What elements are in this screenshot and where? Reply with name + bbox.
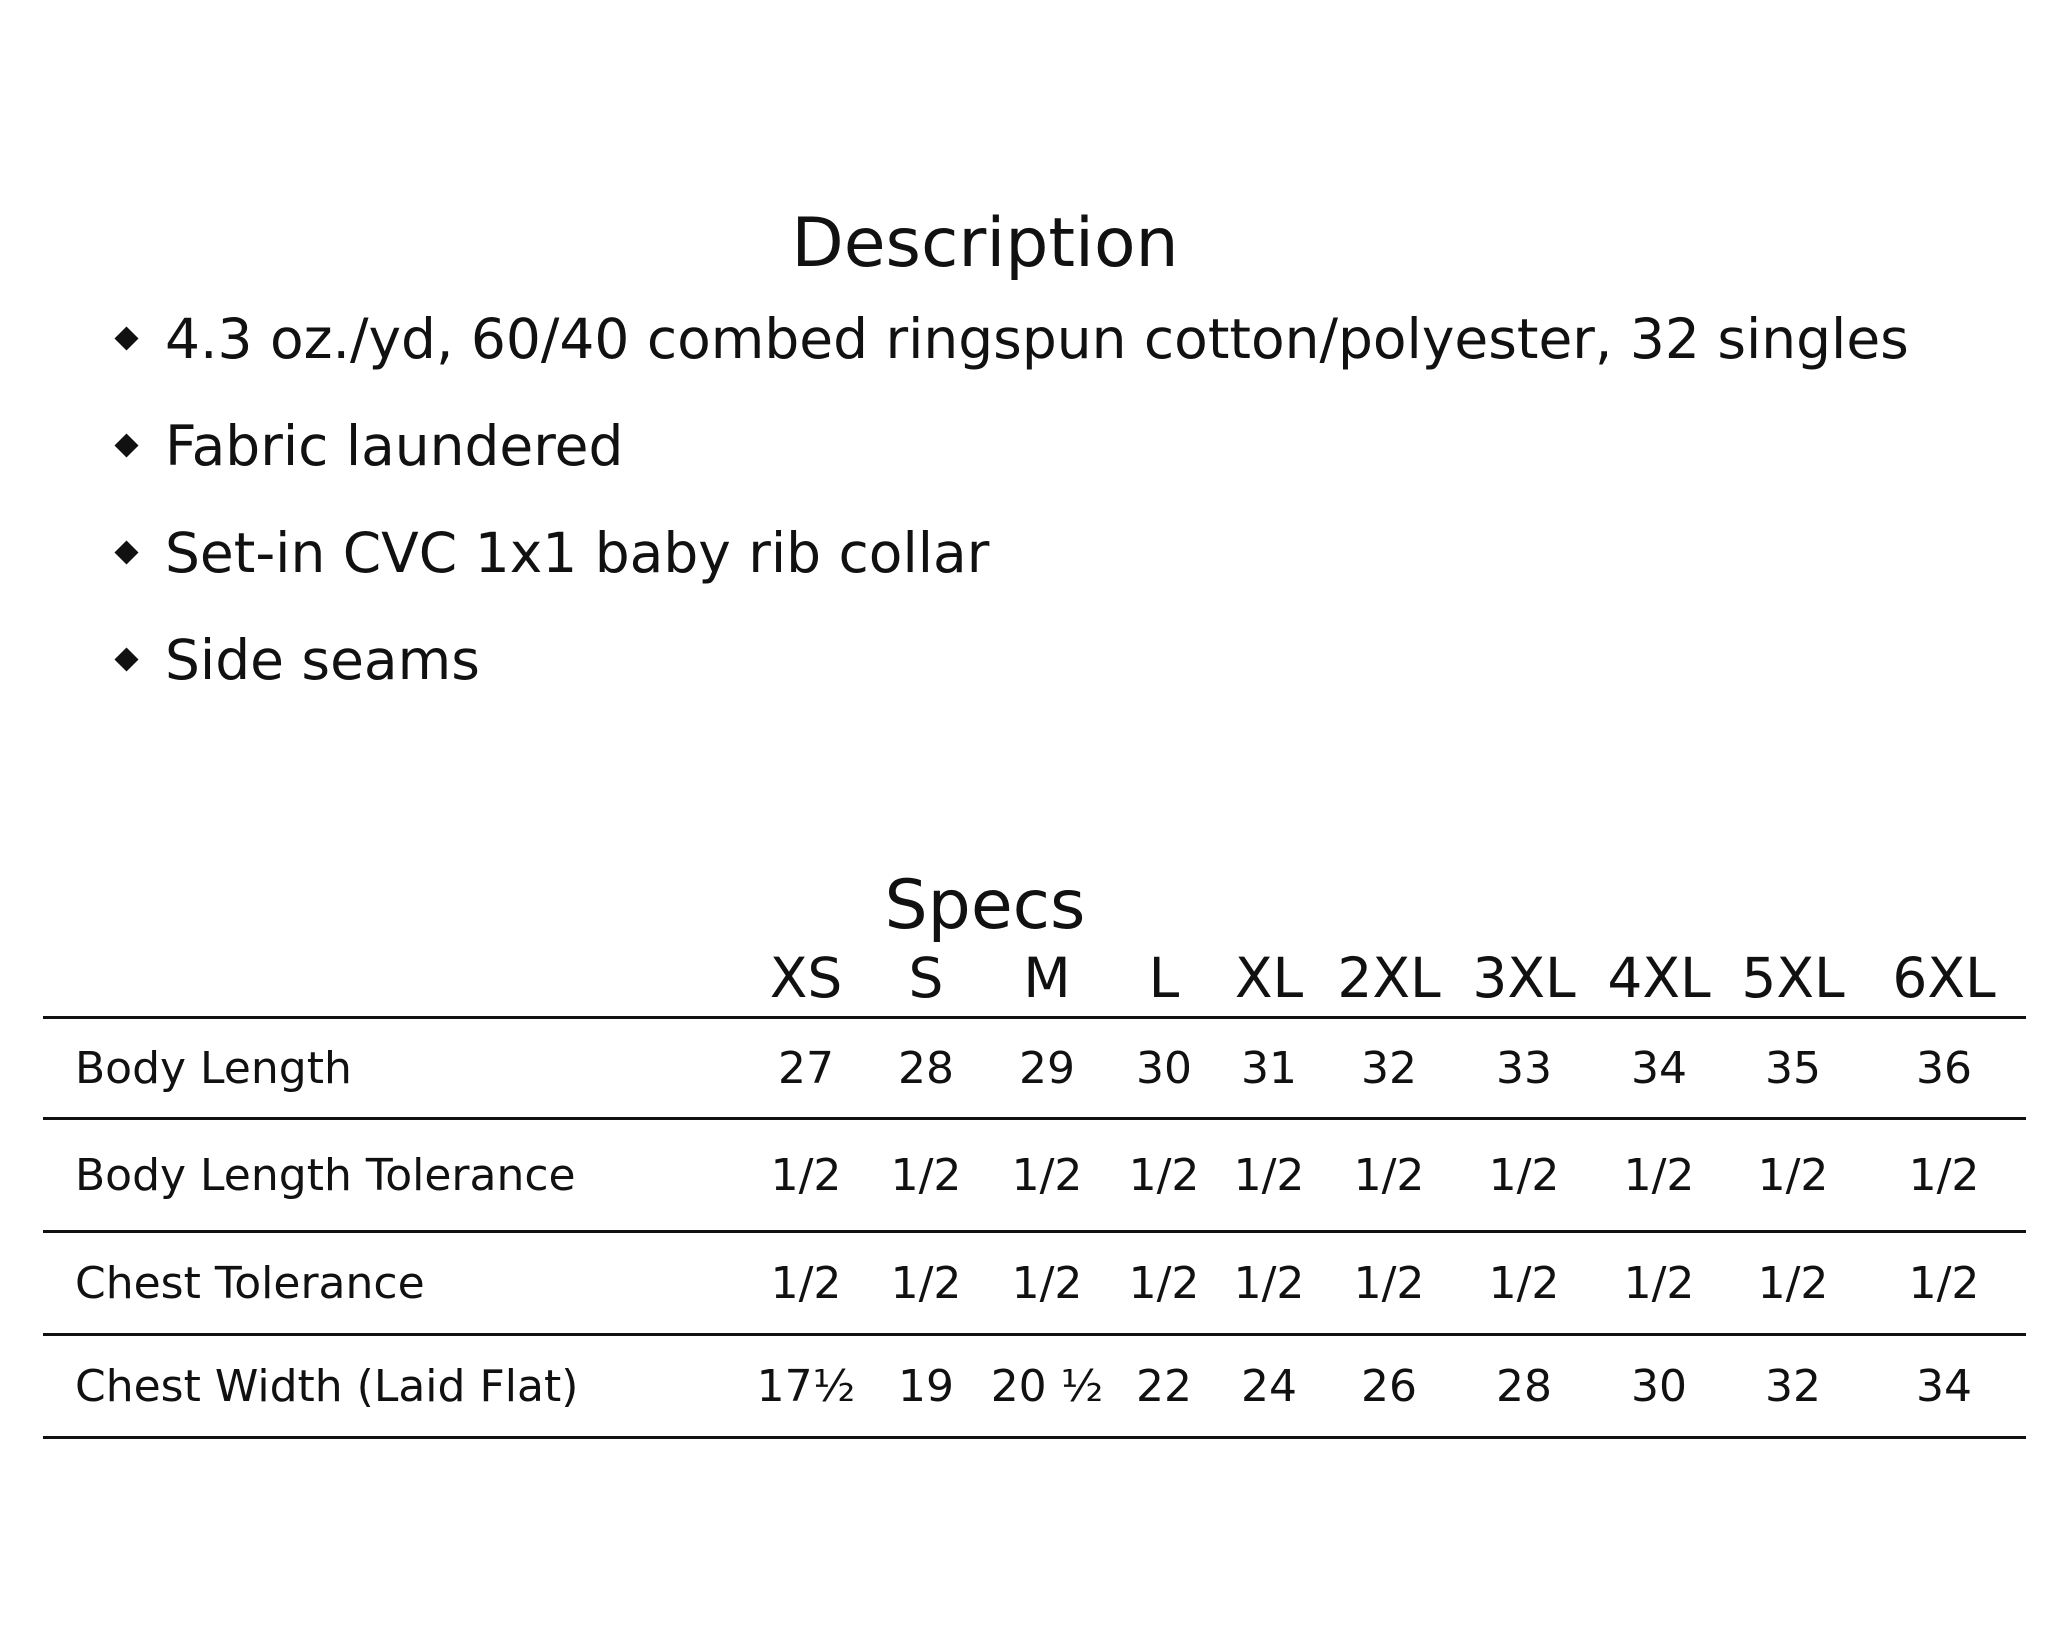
table-cell: 1/2 bbox=[1724, 1232, 1862, 1335]
size-header: XL bbox=[1234, 946, 1304, 1010]
table-cell: 1/2 bbox=[1594, 1232, 1724, 1335]
table-cell: 1/2 bbox=[872, 1232, 980, 1335]
description-item-text: Side seams bbox=[165, 627, 480, 692]
row-label: Body Length bbox=[43, 1018, 740, 1119]
table-cell: 1/2 bbox=[1862, 1119, 2026, 1232]
table-cell: 32 bbox=[1324, 1018, 1454, 1119]
description-item bbox=[118, 606, 1909, 713]
size-header: XS bbox=[769, 946, 843, 1010]
table-cell: 28 bbox=[1454, 1335, 1594, 1438]
diamond-bullet-icon bbox=[114, 433, 138, 457]
table-cell: 1/2 bbox=[1114, 1232, 1214, 1335]
row-label: Body Length Tolerance bbox=[43, 1119, 740, 1232]
diamond-bullet-icon bbox=[114, 540, 138, 564]
table-cell: 22 bbox=[1114, 1335, 1214, 1438]
table-cell: 19 bbox=[872, 1335, 980, 1438]
table-row bbox=[43, 1232, 2026, 1335]
size-header: 5XL bbox=[1741, 946, 1845, 1010]
table-cell: 34 bbox=[1862, 1335, 2026, 1438]
table-cell: 1/2 bbox=[1862, 1232, 2026, 1335]
table-row bbox=[43, 1119, 2026, 1232]
size-header: 4XL bbox=[1607, 946, 1711, 1010]
table-cell: 30 bbox=[1114, 1018, 1214, 1119]
row-label: Chest Width (Laid Flat) bbox=[43, 1335, 740, 1438]
table-cell: 1/2 bbox=[1454, 1232, 1594, 1335]
table-cell: 32 bbox=[1724, 1335, 1862, 1438]
table-cell: 35 bbox=[1724, 1018, 1862, 1119]
table-cell: 1/2 bbox=[1324, 1232, 1454, 1335]
size-header: 6XL bbox=[1892, 946, 1996, 1010]
table-cell: 1/2 bbox=[1324, 1119, 1454, 1232]
table-cell: 1/2 bbox=[1114, 1119, 1214, 1232]
table-cell: 1/2 bbox=[1214, 1232, 1324, 1335]
table-cell: 31 bbox=[1214, 1018, 1324, 1119]
description-item-text: 4.3 oz./yd, 60/40 combed ringspun cotton/polyester, 32 singles bbox=[165, 306, 1909, 371]
size-header: M bbox=[1023, 946, 1071, 1010]
description-item-text: Fabric laundered bbox=[165, 413, 624, 478]
table-cell: 1/2 bbox=[740, 1119, 872, 1232]
size-header-row bbox=[0, 943, 2048, 1013]
specs-title: Specs bbox=[884, 866, 1086, 946]
table-cell: 1/2 bbox=[740, 1232, 872, 1335]
size-header: L bbox=[1148, 946, 1180, 1010]
size-header: S bbox=[908, 946, 944, 1010]
size-header: 3XL bbox=[1472, 946, 1576, 1010]
size-header: 2XL bbox=[1337, 946, 1441, 1010]
table-cell: 29 bbox=[980, 1018, 1114, 1119]
table-cell: 26 bbox=[1324, 1335, 1454, 1438]
table-cell: 1/2 bbox=[1724, 1119, 1862, 1232]
table-cell: 17½ bbox=[740, 1335, 872, 1438]
description-title: Description bbox=[791, 203, 1179, 283]
diamond-bullet-icon bbox=[114, 326, 138, 350]
table-cell: 30 bbox=[1594, 1335, 1724, 1438]
table-cell: 34 bbox=[1594, 1018, 1724, 1119]
table-row bbox=[43, 1018, 2026, 1119]
specs-table bbox=[43, 1016, 2026, 1439]
table-cell: 24 bbox=[1214, 1335, 1324, 1438]
table-cell: 1/2 bbox=[1214, 1119, 1324, 1232]
description-item-text: Set-in CVC 1x1 baby rib collar bbox=[165, 520, 990, 585]
table-cell: 28 bbox=[872, 1018, 980, 1119]
description-item bbox=[118, 392, 1909, 499]
table-cell: 1/2 bbox=[872, 1119, 980, 1232]
diamond-bullet-icon bbox=[114, 647, 138, 671]
table-cell: 27 bbox=[740, 1018, 872, 1119]
description-item bbox=[118, 499, 1909, 606]
table-cell: 1/2 bbox=[980, 1119, 1114, 1232]
description-list bbox=[118, 285, 1909, 713]
row-label: Chest Tolerance bbox=[43, 1232, 740, 1335]
table-cell: 1/2 bbox=[980, 1232, 1114, 1335]
table-cell: 36 bbox=[1862, 1018, 2026, 1119]
table-row bbox=[43, 1335, 2026, 1438]
table-cell: 20 ½ bbox=[980, 1335, 1114, 1438]
description-item bbox=[118, 285, 1909, 392]
table-cell: 1/2 bbox=[1594, 1119, 1724, 1232]
table-cell: 33 bbox=[1454, 1018, 1594, 1119]
table-cell: 1/2 bbox=[1454, 1119, 1594, 1232]
